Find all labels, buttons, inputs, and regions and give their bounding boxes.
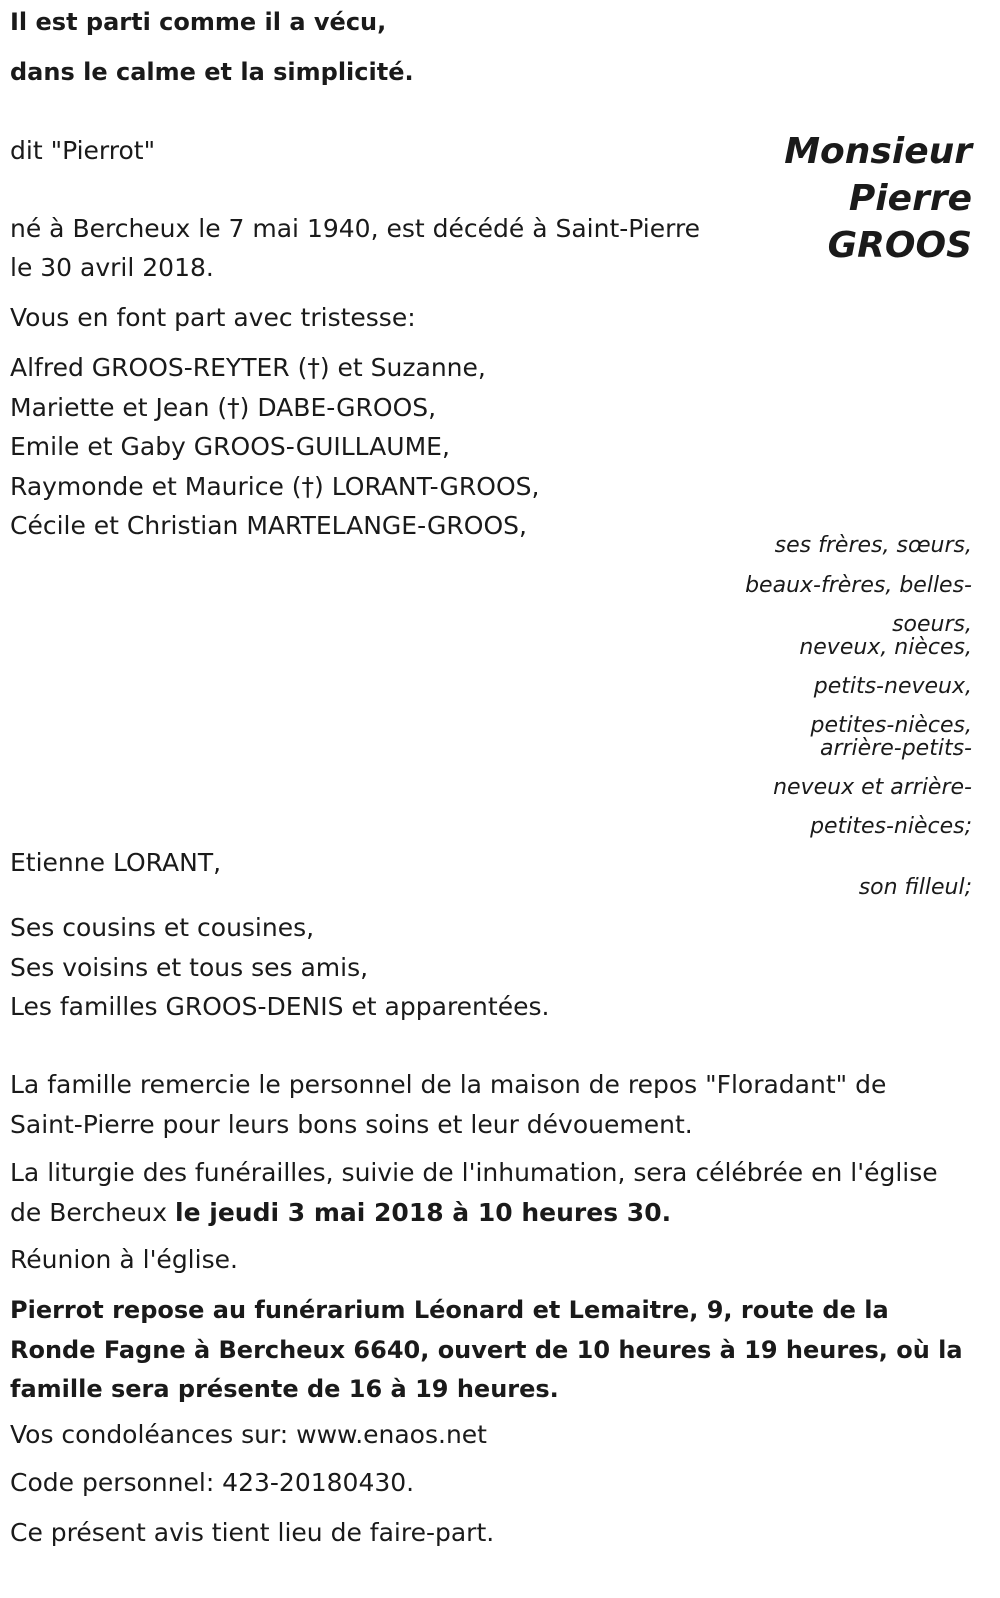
intro-line-1: Il est parti comme il a vécu, [10,8,387,36]
others-line: Les familles GROOS-DENIS et apparentées. [10,992,550,1021]
funeral-date: le jeudi 3 mai 2018 à 10 heures 30. [175,1197,672,1227]
funeral-line-2 [10,1193,938,1233]
godson-name: Etienne LORANT, [10,848,222,877]
funerarium-paragraph [10,1291,963,1410]
family-member: Mariette et Jean (†) DABE-GROOS, [10,392,437,422]
others-line: Ses voisins et tous ses amis, [10,952,369,982]
relation-line: petits-neveux, [813,674,972,699]
relation-line: ses frères, sœurs, [774,533,972,558]
funeral-paragraph [10,1153,938,1232]
announcement: Vous en font part avec tristesse: [10,303,416,332]
relation-line: neveux et arrière- [773,775,972,800]
family-member: Alfred GROOS-REYTER (†) et Suzanne, [10,353,486,382]
birth-death-line-1: né à Bercheux le 7 mai 1940, est décédé à Saint-Pierre [10,214,701,243]
relation-line: arrière-petits- [819,736,972,761]
family-member: Cécile et Christian MARTELANGE-GROOS, [10,511,527,540]
deceased-title: Monsieur [784,131,972,172]
personal-code: Code personnel: 423-20180430. [10,1468,415,1497]
notice: Ce présent avis tient lieu de faire-part. [10,1518,495,1547]
funerarium-line: Ronde Fagne à Bercheux 6640, ouvert de 10 heures à 19 heures, où la [10,1335,963,1364]
relation-line: beaux-frères, belles- [745,573,972,598]
nickname: dit "Pierrot" [10,136,156,165]
intro-line-2: dans le calme et la simplicité. [10,58,414,86]
relation-line: soeurs, [892,612,972,637]
birth-death-line-2: le 30 avril 2018. [10,253,214,282]
thanks-line-2: Saint-Pierre pour leurs bons soins et leur dévouement. [10,1109,693,1139]
condolences-link: Vos condoléances sur: www.enaos.net [10,1420,487,1449]
meeting: Réunion à l'église. [10,1245,238,1274]
deceased-last-name: GROOS [827,225,972,266]
deceased-first-name: Pierre [848,178,972,219]
thanks-paragraph [10,1065,886,1144]
relation-line: petites-nièces; [810,814,972,839]
family-list [10,348,539,546]
funerarium-line: famille sera présente de 16 à 19 heures. [10,1375,559,1403]
godson-relation: son filleul; [858,875,972,900]
funerarium-line: Pierrot repose au funérarium Léonard et Lemaitre, 9, route de la [10,1296,889,1324]
others-line: Ses cousins et cousines, [10,913,315,942]
others-list [10,908,549,1027]
relation-line: petites-nièces, [810,713,972,738]
family-member: Raymonde et Maurice (†) LORANT-GROOS, [10,471,540,501]
funeral-line-1: La liturgie des funérailles, suivie de l'inhumation, sera célébrée en l'église [10,1158,938,1187]
thanks-line-1: La famille remercie le personnel de la maison de repos "Floradant" de [10,1070,887,1099]
funeral-place: de Bercheux [10,1197,176,1227]
family-member: Emile et Gaby GROOS-GUILLAUME, [10,432,450,461]
relation-line: neveux, nièces, [799,635,972,660]
deceased-name-block [784,128,972,269]
